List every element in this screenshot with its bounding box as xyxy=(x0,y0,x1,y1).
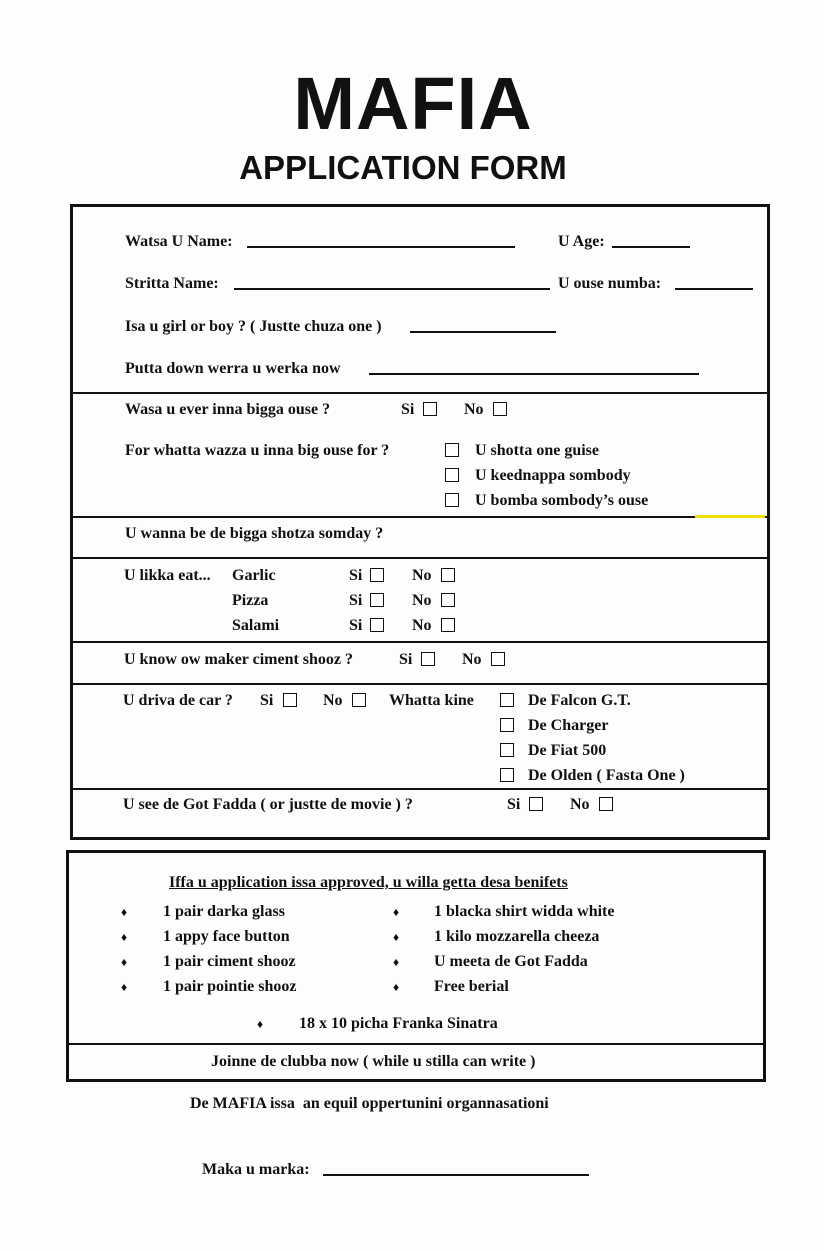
benefit-item: Free berial xyxy=(434,978,509,995)
drive-yes-checkbox[interactable] xyxy=(283,693,297,707)
name-label: Watsa U Name: xyxy=(125,233,233,250)
no-label: No xyxy=(323,692,343,709)
divider xyxy=(70,641,770,643)
house-number-field[interactable] xyxy=(675,288,753,290)
divider xyxy=(70,788,770,790)
salami-no-checkbox[interactable] xyxy=(441,618,455,632)
benefit-item: 18 x 10 picha Franka Sinatra xyxy=(299,1015,498,1032)
form-title: MAFIA xyxy=(293,62,533,145)
divider xyxy=(70,683,770,685)
yes-label: Si xyxy=(349,617,363,634)
boss-question: U wanna be de bigga shotza somday ? xyxy=(125,525,384,542)
bullet-icon: ♦ xyxy=(257,1017,264,1031)
shoes-yes-checkbox[interactable] xyxy=(421,652,435,666)
yes-label: Si xyxy=(399,651,413,668)
food-item: Salami xyxy=(232,617,280,634)
benefit-item: U meeta de Got Fadda xyxy=(434,953,588,970)
pizza-yes-checkbox[interactable] xyxy=(370,593,384,607)
benefit-item: 1 pair pointie shooz xyxy=(163,978,297,995)
drive-question: U driva de car ? xyxy=(123,692,233,709)
signature-field[interactable] xyxy=(323,1174,589,1176)
benefit-item: 1 kilo mozzarella cheeza xyxy=(434,928,600,945)
garlic-no-checkbox[interactable] xyxy=(441,568,455,582)
bullet-icon: ♦ xyxy=(121,955,128,969)
eat-label: U likka eat... xyxy=(124,567,211,584)
reason-question: For whatta wazza u inna big ouse for ? xyxy=(125,442,390,459)
age-label: U Age: xyxy=(558,233,605,250)
equal-opportunity-text: De MAFIA issa an equil oppertunini organnasationi xyxy=(190,1095,549,1112)
street-field[interactable] xyxy=(234,288,550,290)
car-option: De Fiat 500 xyxy=(528,742,607,759)
bullet-icon: ♦ xyxy=(121,905,128,919)
reason-checkbox[interactable] xyxy=(445,468,459,482)
highlight-mark xyxy=(695,515,765,518)
bullet-icon: ♦ xyxy=(393,905,400,919)
reason-option: U shotta one guise xyxy=(475,442,600,459)
yes-label: Si xyxy=(260,692,274,709)
bullet-icon: ♦ xyxy=(393,980,400,994)
movie-question: U see de Got Fadda ( or justte de movie ) ? xyxy=(123,796,413,813)
reason-option: U keednappa sombody xyxy=(475,467,631,484)
yes-label: Si xyxy=(349,567,363,584)
yes-label: Si xyxy=(401,401,415,418)
car-option: De Falcon G.T. xyxy=(528,692,631,709)
signature-label: Maka u marka: xyxy=(202,1161,310,1178)
bullet-icon: ♦ xyxy=(121,930,128,944)
benefits-heading: Iffa u application issa approved, u willa getta desa benifets xyxy=(169,874,568,891)
movie-no-checkbox[interactable] xyxy=(599,797,613,811)
questionnaire-box xyxy=(70,204,770,840)
gender-label: Isa u girl or boy ? ( Justte chuza one ) xyxy=(125,318,382,335)
car-checkbox[interactable] xyxy=(500,768,514,782)
no-label: No xyxy=(412,592,432,609)
reason-checkbox[interactable] xyxy=(445,493,459,507)
car-checkbox[interactable] xyxy=(500,693,514,707)
no-label: No xyxy=(570,796,590,813)
jail-question: Wasa u ever inna bigga ouse ? xyxy=(125,401,331,418)
work-label: Putta down werra u werka now xyxy=(125,360,341,377)
car-option: De Charger xyxy=(528,717,609,734)
benefit-item: 1 blacka shirt widda white xyxy=(434,903,615,920)
reason-option: U bomba sombody’s ouse xyxy=(475,492,649,509)
pizza-no-checkbox[interactable] xyxy=(441,593,455,607)
gender-field[interactable] xyxy=(410,331,556,333)
name-field[interactable] xyxy=(247,246,515,248)
form-subtitle: APPLICATION FORM xyxy=(239,149,567,186)
bullet-icon: ♦ xyxy=(393,930,400,944)
no-label: No xyxy=(462,651,482,668)
bullet-icon: ♦ xyxy=(393,955,400,969)
jail-yes-checkbox[interactable] xyxy=(423,402,437,416)
street-label: Stritta Name: xyxy=(125,275,219,292)
garlic-yes-checkbox[interactable] xyxy=(370,568,384,582)
divider xyxy=(70,392,770,394)
shoes-no-checkbox[interactable] xyxy=(491,652,505,666)
house-number-label: U ouse numba: xyxy=(558,275,662,292)
divider xyxy=(66,1043,766,1045)
car-kind-label: Whatta kine xyxy=(389,692,474,709)
car-checkbox[interactable] xyxy=(500,718,514,732)
join-text: Joinne de clubba now ( while u stilla can write ) xyxy=(211,1053,536,1070)
movie-yes-checkbox[interactable] xyxy=(529,797,543,811)
age-field[interactable] xyxy=(612,246,690,248)
no-label: No xyxy=(464,401,484,418)
salami-yes-checkbox[interactable] xyxy=(370,618,384,632)
yes-label: Si xyxy=(349,592,363,609)
divider xyxy=(70,557,770,559)
shoes-question: U know ow maker ciment shooz ? xyxy=(124,651,354,668)
reason-checkbox[interactable] xyxy=(445,443,459,457)
drive-no-checkbox[interactable] xyxy=(352,693,366,707)
food-item: Pizza xyxy=(232,592,269,609)
no-label: No xyxy=(412,567,432,584)
bullet-icon: ♦ xyxy=(121,980,128,994)
benefit-item: 1 pair ciment shooz xyxy=(163,953,296,970)
benefit-item: 1 appy face button xyxy=(163,928,290,945)
no-label: No xyxy=(412,617,432,634)
divider xyxy=(70,516,770,518)
jail-no-checkbox[interactable] xyxy=(493,402,507,416)
car-option: De Olden ( Fasta One ) xyxy=(528,767,685,784)
car-checkbox[interactable] xyxy=(500,743,514,757)
work-field[interactable] xyxy=(369,373,699,375)
benefit-item: 1 pair darka glass xyxy=(163,903,285,920)
yes-label: Si xyxy=(507,796,521,813)
food-item: Garlic xyxy=(232,567,276,584)
